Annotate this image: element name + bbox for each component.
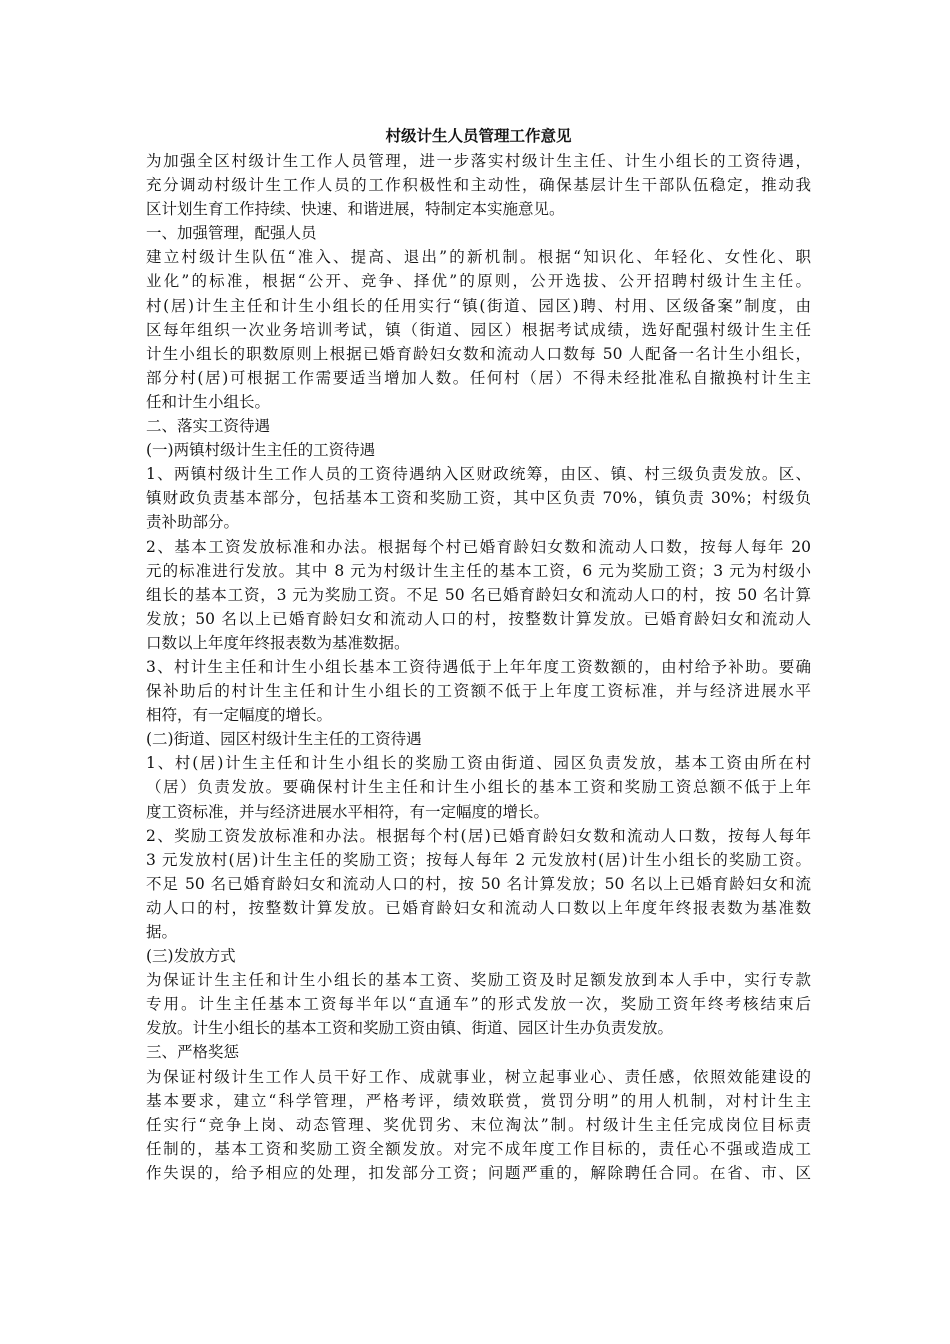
- text-line: 发放。计生小组长的基本工资和奖励工资由镇、街道、园区计生办负责发放。: [146, 1019, 674, 1038]
- text-line: 相符，有一定幅度的增长。: [146, 706, 333, 725]
- text-line: 发放；50 名以上已婚育龄妇女和流动人口的村，按整数计算发放。已婚育龄妇女和流动人: [146, 609, 811, 628]
- text-line: 组长的基本工资，3 元为奖励工资。不足 50 名已婚育龄妇女和流动人口的村，按 50 名计算: [146, 585, 811, 604]
- text-line: 任制的，基本工资和奖励工资全额发放。对完不成年度工作目标的，责任心不强或造成工: [146, 1139, 811, 1158]
- text-line: 任实行“竞争上岗、动态管理、奖优罚劣、末位淘汰”制。村级计生主任完成岗位目标责: [146, 1115, 811, 1134]
- text-line: 部分村(居)可根据工作需要适当增加人数。任何村（居）不得未经批准私自撤换村计生主: [146, 368, 811, 387]
- document-title: 村级计生人员管理工作意见: [385, 126, 572, 145]
- text-line: 保补助后的村计生主任和计生小组长的工资额不低于上年度工资标准，并与经济进展水平: [146, 682, 811, 701]
- text-line: 为保证村级计生工作人员干好工作、成就事业，树立起事业心、责任感，依照效能建设的: [146, 1067, 811, 1086]
- text-line: 区每年组织一次业务培训考试，镇（街道、园区）根据考试成绩，选好配强村级计生主任: [146, 320, 811, 339]
- text-line: 充分调动村级计生工作人员的工作积极性和主动性，确保基层计生干部队伍稳定，推动我: [146, 176, 811, 195]
- text-line: (一)两镇村级计生主任的工资待遇: [146, 441, 376, 460]
- text-line: 口数以上年度年终报表数为基准数据。: [146, 633, 410, 652]
- text-line: 为加强全区村级计生工作人员管理，进一步落实村级计生主任、计生小组长的工资待遇，: [146, 152, 811, 170]
- text-line: 2、基本工资发放标准和办法。根据每个村已婚育龄妇女数和流动人口数，按每人每年 20: [146, 537, 811, 556]
- text-line: 作失误的，给予相应的处理，扣发部分工资；问题严重的，解除聘任合同。在省、市、区: [146, 1163, 811, 1182]
- text-line: 据。: [146, 923, 178, 941]
- text-line: 3 元发放村(居)计生主任的奖励工资；按每人每年 2 元发放村(居)计生小组长的奖励工资。: [146, 850, 811, 869]
- document-body: [146, 149, 811, 1185]
- text-line: 元的标准进行发放。其中 8 元为村级计生主任的基本工资，6 元为奖励工资；3 元为村级小: [146, 561, 811, 580]
- text-line: 2、奖励工资发放标准和办法。根据每个村(居)已婚育龄妇女数和流动人口数，按每人每年: [146, 826, 811, 845]
- text-line: （居）负责发放。要确保村计生主任和计生小组长的基本工资和奖励工资总额不低于上年: [146, 778, 811, 797]
- text-line: 业化”的标准，根据“公开、竞争、择优”的原则，公开选拔、公开招聘村级计生主任。: [146, 272, 811, 291]
- text-line: 为保证计生主任和计生小组长的基本工资、奖励工资及时足额发放到本人手中，实行专款: [146, 971, 811, 990]
- text-line: 责补助部分。: [146, 513, 240, 532]
- text-line: 1、村(居)计生主任和计生小组长的奖励工资由街道、园区负责发放，基本工资由所在村: [146, 754, 811, 773]
- text-line: 建立村级计生队伍“准入、提高、退出”的新机制。根据“知识化、年轻化、女性化、职: [146, 248, 811, 267]
- text-line: 动人口的村，按整数计算发放。已婚育龄妇女和流动人口数以上年度年终报表数为基准数: [146, 898, 811, 917]
- text-line: 1、两镇村级计生工作人员的工资待遇纳入区财政统筹，由区、镇、村三级负责发放。区、: [146, 465, 811, 484]
- document-page: [146, 123, 811, 1185]
- text-line: 度工资标准，并与经济进展水平相符，有一定幅度的增长。: [146, 802, 550, 821]
- text-line: (三)发放方式: [146, 947, 236, 966]
- text-line: 区计划生育工作持续、快速、和谐进展，特制定本实施意见。: [146, 200, 565, 219]
- text-line: 二、落实工资待遇: [146, 417, 271, 436]
- text-line: 3、村计生主任和计生小组长基本工资待遇低于上年年度工资数额的，由村给予补助。要确: [146, 657, 811, 676]
- text-line: 一、加强管理，配强人员: [146, 224, 317, 243]
- text-line: 专用。计生主任基本工资每半年以“直通车”的形式发放一次，奖励工资年终考核结束后: [146, 995, 811, 1014]
- text-line: 基本要求，建立“科学管理，严格考评，绩效联赏，赏罚分明”的用人机制，对村计生主: [146, 1091, 811, 1110]
- text-line: 镇财政负责基本部分，包括基本工资和奖励工资，其中区负责 70%，镇负责 30%；村级负: [146, 489, 811, 508]
- text-line: 村(居)计生主任和计生小组长的任用实行“镇(街道、园区)聘、村用、区级备案”制度，由: [146, 296, 811, 315]
- text-line: 任和计生小组长。: [146, 392, 271, 411]
- text-line: 不足 50 名已婚育龄妇女和流动人口的村，按 50 名计算发放；50 名以上已婚育龄妇女和流: [146, 874, 811, 893]
- text-line: 三、严格奖惩: [146, 1043, 240, 1062]
- text-line: 计生小组长的职数原则上根据已婚育龄妇女数和流动人口数每 50 人配备一名计生小组长，: [146, 344, 811, 363]
- text-line: (二)街道、园区村级计生主任的工资待遇: [146, 730, 422, 749]
